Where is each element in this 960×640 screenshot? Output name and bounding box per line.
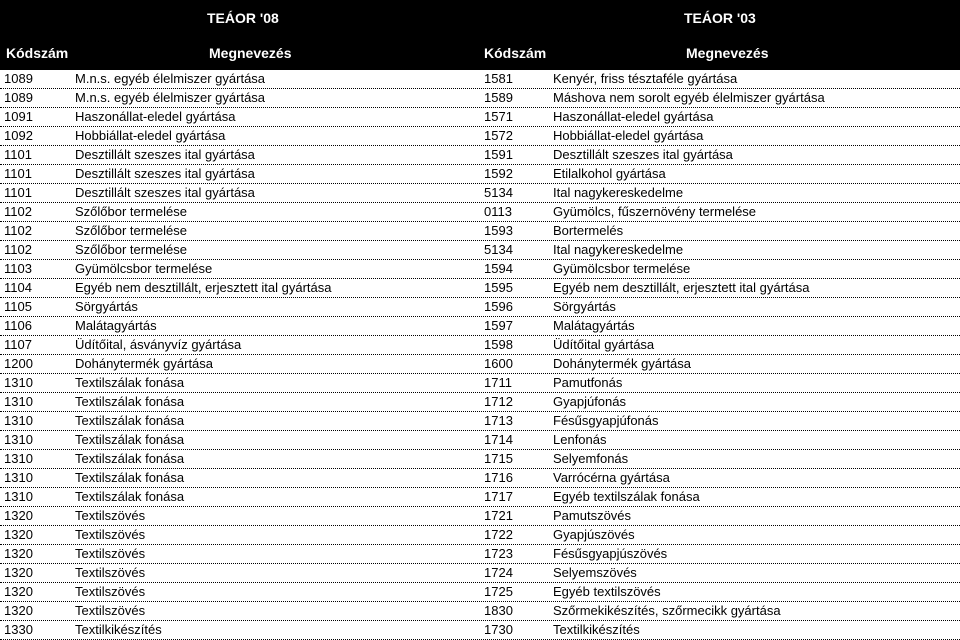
table-row bbox=[0, 298, 960, 317]
cell-code-2008: 1320 bbox=[4, 508, 33, 523]
cell-name-2008: Desztillált szeszes ital gyártása bbox=[75, 166, 255, 181]
table-row bbox=[0, 146, 960, 165]
cell-code-2003: 1730 bbox=[484, 622, 513, 637]
cell-name-2003: Ital nagykereskedelme bbox=[553, 242, 684, 257]
table-row bbox=[0, 412, 960, 431]
cell-code-2003: 1589 bbox=[484, 90, 513, 105]
cell-code-2003: 1830 bbox=[484, 603, 513, 618]
cell-code-2003: 5134 bbox=[484, 242, 513, 257]
cell-name-2003: Etilalkohol gyártása bbox=[553, 166, 666, 181]
cell-name-2003: Gyümölcsbor termelése bbox=[553, 261, 691, 276]
cell-code-2008: 1330 bbox=[4, 622, 33, 637]
cell-name-2008: Szőlőbor termelése bbox=[75, 242, 187, 257]
cell-name-2008: Textilszálak fonása bbox=[75, 375, 185, 390]
cell-code-2003: 1594 bbox=[484, 261, 513, 276]
cell-code-2003: 0113 bbox=[484, 204, 512, 219]
cell-name-2003: Sörgyártás bbox=[553, 299, 616, 314]
cell-name-2008: Üdítőital, ásványvíz gyártása bbox=[75, 337, 242, 352]
cell-code-2008: 1310 bbox=[4, 489, 33, 504]
cell-name-2008: Haszonállat-eledel gyártása bbox=[75, 109, 236, 124]
cell-code-2008: 1091 bbox=[4, 109, 33, 124]
table-row bbox=[0, 374, 960, 393]
cell-code-2003: 1724 bbox=[484, 565, 513, 580]
cell-code-2003: 1595 bbox=[484, 280, 513, 295]
cell-name-2003: Textilkikészítés bbox=[553, 622, 640, 637]
table-row bbox=[0, 469, 960, 488]
cell-name-2008: Textilszövés bbox=[75, 565, 146, 580]
cell-name-2008: Textilszálak fonása bbox=[75, 489, 185, 504]
cell-name-2003: Desztillált szeszes ital gyártása bbox=[553, 147, 733, 162]
cell-code-2003: 1593 bbox=[484, 223, 513, 238]
table-row bbox=[0, 241, 960, 260]
cell-code-2008: 1310 bbox=[4, 394, 33, 409]
table-row bbox=[0, 127, 960, 146]
cell-name-2008: Textilszálak fonása bbox=[75, 451, 185, 466]
cell-code-2008: 1310 bbox=[4, 432, 33, 447]
table-body bbox=[0, 70, 960, 640]
table-row bbox=[0, 279, 960, 298]
cell-name-2003: Pamutszövés bbox=[553, 508, 632, 523]
cell-name-2003: Dohánytermék gyártása bbox=[553, 356, 692, 371]
cell-code-2003: 1592 bbox=[484, 166, 513, 181]
cell-name-2008: Textilszövés bbox=[75, 603, 146, 618]
cell-code-2003: 1572 bbox=[484, 128, 513, 143]
cell-name-2003: Egyéb textilszálak fonása bbox=[553, 489, 700, 504]
cell-name-2003: Bortermelés bbox=[553, 223, 624, 238]
cell-name-2008: Desztillált szeszes ital gyártása bbox=[75, 147, 255, 162]
table-row bbox=[0, 431, 960, 450]
cell-code-2003: 1717 bbox=[484, 489, 513, 504]
cell-name-2003: Fésűsgyapjúszövés bbox=[553, 546, 668, 561]
cell-code-2003: 1713 bbox=[484, 413, 513, 428]
cell-code-2008: 1310 bbox=[4, 375, 33, 390]
cell-name-2008: Textilszövés bbox=[75, 584, 146, 599]
cell-code-2008: 1092 bbox=[4, 128, 33, 143]
cell-name-2003: Lenfonás bbox=[553, 432, 607, 447]
table-row bbox=[0, 450, 960, 469]
cell-code-2003: 5134 bbox=[484, 185, 513, 200]
cell-name-2008: Textilkikészítés bbox=[75, 622, 162, 637]
cell-code-2003: 1581 bbox=[484, 71, 513, 86]
cell-name-2003: Gyapjúfonás bbox=[553, 394, 626, 409]
table-row bbox=[0, 621, 960, 640]
cell-code-2008: 1089 bbox=[4, 90, 33, 105]
cell-code-2003: 1722 bbox=[484, 527, 513, 542]
table-row bbox=[0, 165, 960, 184]
group-title-teaor-03: TEÁOR '03 bbox=[684, 10, 756, 26]
column-header-code-right: Kódszám bbox=[484, 45, 547, 61]
table-row bbox=[0, 488, 960, 507]
cell-code-2003: 1725 bbox=[484, 584, 513, 599]
table-row bbox=[0, 583, 960, 602]
cell-code-2003: 1723 bbox=[484, 546, 513, 561]
table-row bbox=[0, 564, 960, 583]
cell-code-2003: 1716 bbox=[484, 470, 513, 485]
table-row bbox=[0, 317, 960, 336]
cell-code-2008: 1320 bbox=[4, 603, 33, 618]
table-row bbox=[0, 526, 960, 545]
group-title-teaor-08: TEÁOR '08 bbox=[207, 10, 279, 26]
cell-name-2003: Máshova nem sorolt egyéb élelmiszer gyártása bbox=[553, 90, 825, 105]
table-row bbox=[0, 355, 960, 374]
cell-name-2008: Gyümölcsbor termelése bbox=[75, 261, 213, 276]
cell-code-2008: 1320 bbox=[4, 546, 33, 561]
cell-code-2008: 1310 bbox=[4, 451, 33, 466]
cell-code-2003: 1721 bbox=[484, 508, 513, 523]
cell-name-2008: Textilszálak fonása bbox=[75, 394, 185, 409]
cell-name-2008: Sörgyártás bbox=[75, 299, 138, 314]
cell-code-2003: 1571 bbox=[484, 109, 513, 124]
column-header-code-left: Kódszám bbox=[6, 45, 69, 61]
cell-code-2008: 1320 bbox=[4, 584, 33, 599]
cell-code-2003: 1597 bbox=[484, 318, 513, 333]
table-row bbox=[0, 70, 960, 89]
cell-name-2008: Szőlőbor termelése bbox=[75, 204, 187, 219]
table-row bbox=[0, 108, 960, 127]
cell-code-2008: 1102 bbox=[4, 223, 32, 238]
cell-name-2008: Textilszálak fonása bbox=[75, 470, 185, 485]
cell-code-2008: 1310 bbox=[4, 470, 33, 485]
cell-code-2008: 1089 bbox=[4, 71, 33, 86]
cell-name-2003: Üdítőital gyártása bbox=[553, 337, 655, 352]
table-header bbox=[0, 0, 960, 70]
cell-name-2003: Egyéb textilszövés bbox=[553, 584, 661, 599]
cell-code-2003: 1714 bbox=[484, 432, 513, 447]
cell-name-2003: Haszonállat-eledel gyártása bbox=[553, 109, 714, 124]
cell-name-2003: Kenyér, friss tésztaféle gyártása bbox=[553, 71, 738, 86]
cell-name-2008: M.n.s. egyéb élelmiszer gyártása bbox=[75, 90, 266, 105]
cell-code-2008: 1200 bbox=[4, 356, 33, 371]
cell-name-2003: Pamutfonás bbox=[553, 375, 623, 390]
cell-code-2008: 1103 bbox=[4, 261, 32, 276]
cell-code-2008: 1107 bbox=[4, 337, 32, 352]
column-header-name-left: Megnevezés bbox=[209, 45, 292, 61]
cell-name-2003: Selyemfonás bbox=[553, 451, 629, 466]
table-row bbox=[0, 89, 960, 108]
cell-name-2003: Varrócérna gyártása bbox=[553, 470, 670, 485]
cell-name-2003: Fésűsgyapjúfonás bbox=[553, 413, 659, 428]
cell-name-2003: Gyapjúszövés bbox=[553, 527, 635, 542]
cell-code-2003: 1715 bbox=[484, 451, 513, 466]
cell-name-2008: Dohánytermék gyártása bbox=[75, 356, 214, 371]
cell-name-2008: Desztillált szeszes ital gyártása bbox=[75, 185, 255, 200]
table-row bbox=[0, 260, 960, 279]
table-row bbox=[0, 336, 960, 355]
cell-code-2008: 1105 bbox=[4, 299, 32, 314]
cell-code-2008: 1104 bbox=[4, 280, 32, 295]
cell-name-2003: Selyemszövés bbox=[553, 565, 637, 580]
cell-name-2008: Hobbiállat-eledel gyártása bbox=[75, 128, 226, 143]
cell-name-2008: M.n.s. egyéb élelmiszer gyártása bbox=[75, 71, 266, 86]
cell-code-2003: 1591 bbox=[484, 147, 513, 162]
cell-code-2003: 1600 bbox=[484, 356, 513, 371]
cell-name-2003: Ital nagykereskedelme bbox=[553, 185, 684, 200]
cell-name-2008: Textilszálak fonása bbox=[75, 432, 185, 447]
cell-code-2003: 1596 bbox=[484, 299, 513, 314]
cell-code-2008: 1320 bbox=[4, 565, 33, 580]
cell-code-2003: 1712 bbox=[484, 394, 513, 409]
cell-code-2008: 1310 bbox=[4, 413, 33, 428]
cell-code-2008: 1320 bbox=[4, 527, 33, 542]
table-row bbox=[0, 545, 960, 564]
cell-name-2003: Egyéb nem desztillált, erjesztett ital gyártása bbox=[553, 280, 810, 295]
cell-name-2003: Hobbiállat-eledel gyártása bbox=[553, 128, 704, 143]
table-row bbox=[0, 393, 960, 412]
cell-name-2008: Szőlőbor termelése bbox=[75, 223, 187, 238]
cell-code-2003: 1598 bbox=[484, 337, 513, 352]
column-header-name-right: Megnevezés bbox=[686, 45, 769, 61]
cell-name-2008: Textilszálak fonása bbox=[75, 413, 185, 428]
cell-code-2003: 1711 bbox=[484, 375, 512, 390]
table-row bbox=[0, 222, 960, 241]
cell-name-2003: Malátagyártás bbox=[553, 318, 635, 333]
table-row bbox=[0, 602, 960, 621]
cell-name-2003: Gyümölcs, fűszernövény termelése bbox=[553, 204, 757, 219]
cell-code-2008: 1101 bbox=[4, 166, 32, 181]
cell-code-2008: 1102 bbox=[4, 242, 32, 257]
table-row bbox=[0, 203, 960, 222]
cell-name-2008: Egyéb nem desztillált, erjesztett ital gyártása bbox=[75, 280, 332, 295]
cell-name-2008: Textilszövés bbox=[75, 527, 146, 542]
cell-code-2008: 1101 bbox=[4, 185, 32, 200]
cell-name-2008: Textilszövés bbox=[75, 546, 146, 561]
cell-name-2003: Szőrmekikészítés, szőrmecikk gyártása bbox=[553, 603, 781, 618]
cell-name-2008: Textilszövés bbox=[75, 508, 146, 523]
cell-code-2008: 1101 bbox=[4, 147, 32, 162]
table-row bbox=[0, 184, 960, 203]
cell-code-2008: 1106 bbox=[4, 318, 32, 333]
table-row bbox=[0, 507, 960, 526]
cell-code-2008: 1102 bbox=[4, 204, 32, 219]
cell-name-2008: Malátagyártás bbox=[75, 318, 157, 333]
